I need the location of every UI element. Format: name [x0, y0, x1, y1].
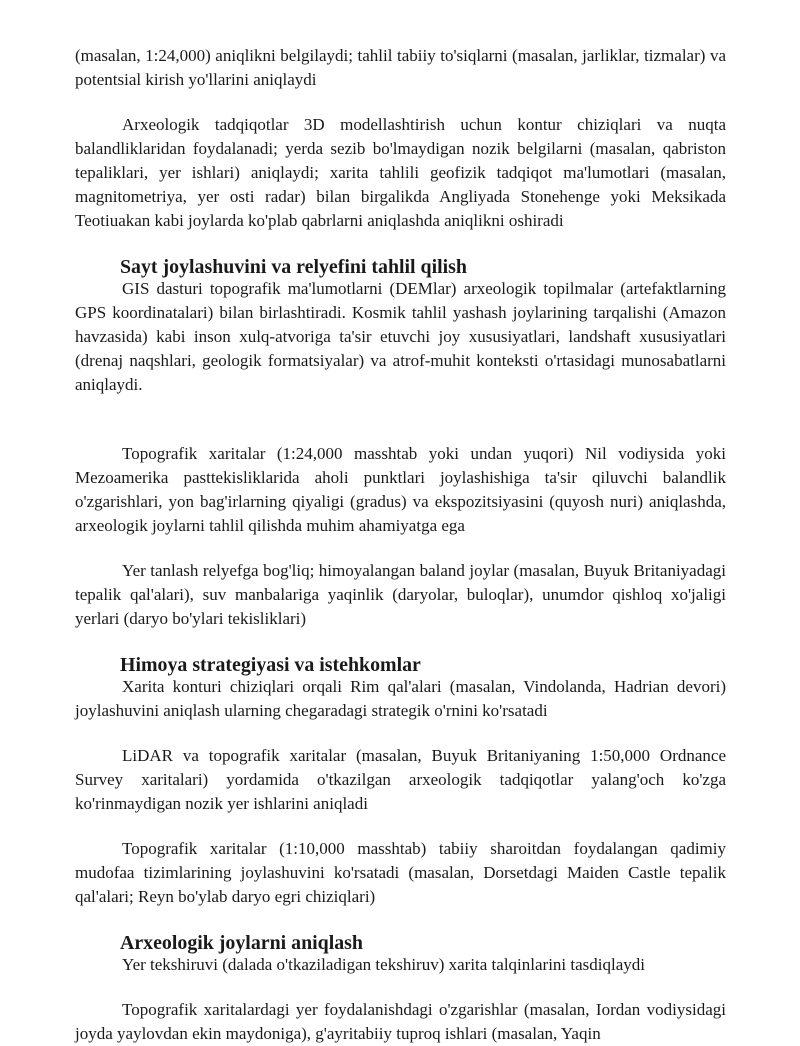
- paragraph-site-selection: Yer tanlash relyefga bog'liq; himoyalangan baland joylar (masalan, Buyuk Britaniyadagi tepalik qal'alari), suv manbalariga yaqinlik (daryolar, buloqlar), unumdor qishloq xo'jaligi yerlari (daryo bo'ylari tekisliklari): [75, 561, 726, 628]
- paragraph-lidar: LiDAR va topografik xaritalar (masalan, Buyuk Britaniyaning 1:50,000 Ordnance Survey xaritalari) yordamida o'tkazilgan arxeologik tadqiqotlar yalang'och ko'zga ko'rinmaydigan nozik yer ishlarini aniqladi: [75, 746, 726, 813]
- paragraph-land-use-changes: Topografik xaritalardagi yer foydalanishdagi o'zgarishlar (masalan, Iordan vodiysidagi joyda yaylovdan ekin maydoniga), g'ayritabiiy tuproq ishlari (masalan, Yaqin: [75, 1000, 726, 1043]
- paragraph-defense-systems: Topografik xaritalar (1:10,000 masshtab) tabiiy sharoitdan foydalangan qadimiy mudofaa tizimlarining joylashuvini ko'rsatadi (masalan, Dorsetdagi Maiden Castle tepalik qal'alari; Reyn bo'ylab daryo egri chiziqlari): [75, 839, 726, 906]
- paragraph-roman-forts: Xarita konturi chiziqlari orqali Rim qal'alari (masalan, Vindolanda, Hadrian devori) joylashuvini aniqlash ularning chegaradagi strategik o'rnini ko'rsatadi: [75, 677, 726, 720]
- section-heading-defense-strategy: Himoya strategiyasi va istehkomlar: [120, 654, 421, 676]
- document-body: [75, 44, 726, 1046]
- paragraph-ground-survey: Yer tekshiruvi (dalada o'tkaziladigan tekshiruv) xarita talqinlarini tasdiqlaydi: [122, 955, 645, 974]
- paragraph-continuation: (masalan, 1:24,000) aniqlikni belgilaydi; tahlil tabiiy to'siqlarni (masalan, jarliklar, tizmalar) va potentsial kirish yo'llarini aniqlaydi: [75, 46, 726, 89]
- section-heading-site-location: Sayt joylashuvini va relyefini tahlil qilish: [120, 256, 467, 278]
- section-heading-site-identification: Arxeologik joylarni aniqlash: [120, 932, 363, 954]
- paragraph-3d-modelling: Arxeologik tadqiqotlar 3D modellashtirish uchun kontur chiziqlari va nuqta balandliklaridan foydalanadi; yerda sezib bo'lmaydigan nozik belgilarni (masalan, qabriston tepaliklari, yer ishlari) aniqlaydi; xarita tahlili geofizik tadqiqot ma'lumotlari (masalan, magnitometriya, yer osti radar) bilan birgalikda Angliyada Stonehenge yoki Meksikada Teotiuakan kabi joylarda ko'plab qabrlarni aniqlashda aniqlikni oshiradi: [75, 115, 726, 230]
- paragraph-topographic-maps-nile: Topografik xaritalar (1:24,000 masshtab yoki undan yuqori) Nil vodiysida yoki Mezoamerika pasttekisliklarida aholi punktlari joylashishiga ta'sir qiluvchi balandlik o'zgarishlari, yon bag'irlarning qiyaligi (gradus) va ekspozitsiyasini (quyosh nuri) aniqlashda, arxeologik joylarni tahlil qilishda muhim ahamiyatga ega: [75, 444, 726, 535]
- paragraph-gis-software: GIS dasturi topografik ma'lumotlarni (DEMlar) arxeologik topilmalar (artefaktlarning GPS koordinatalari) bilan birlashtiradi. Kosmik tahlil yashash joylarining tarqalishi (Amazon havzasida) kabi inson xulq-atvoriga ta'sir etuvchi joy xususiyatlari, landshaft xususiyatlari (drenaj naqshlari, geologik formatsiyalar) va atrof-muhit konteksti o'rtasidagi munosabatlarni aniqlaydi.: [75, 279, 726, 394]
